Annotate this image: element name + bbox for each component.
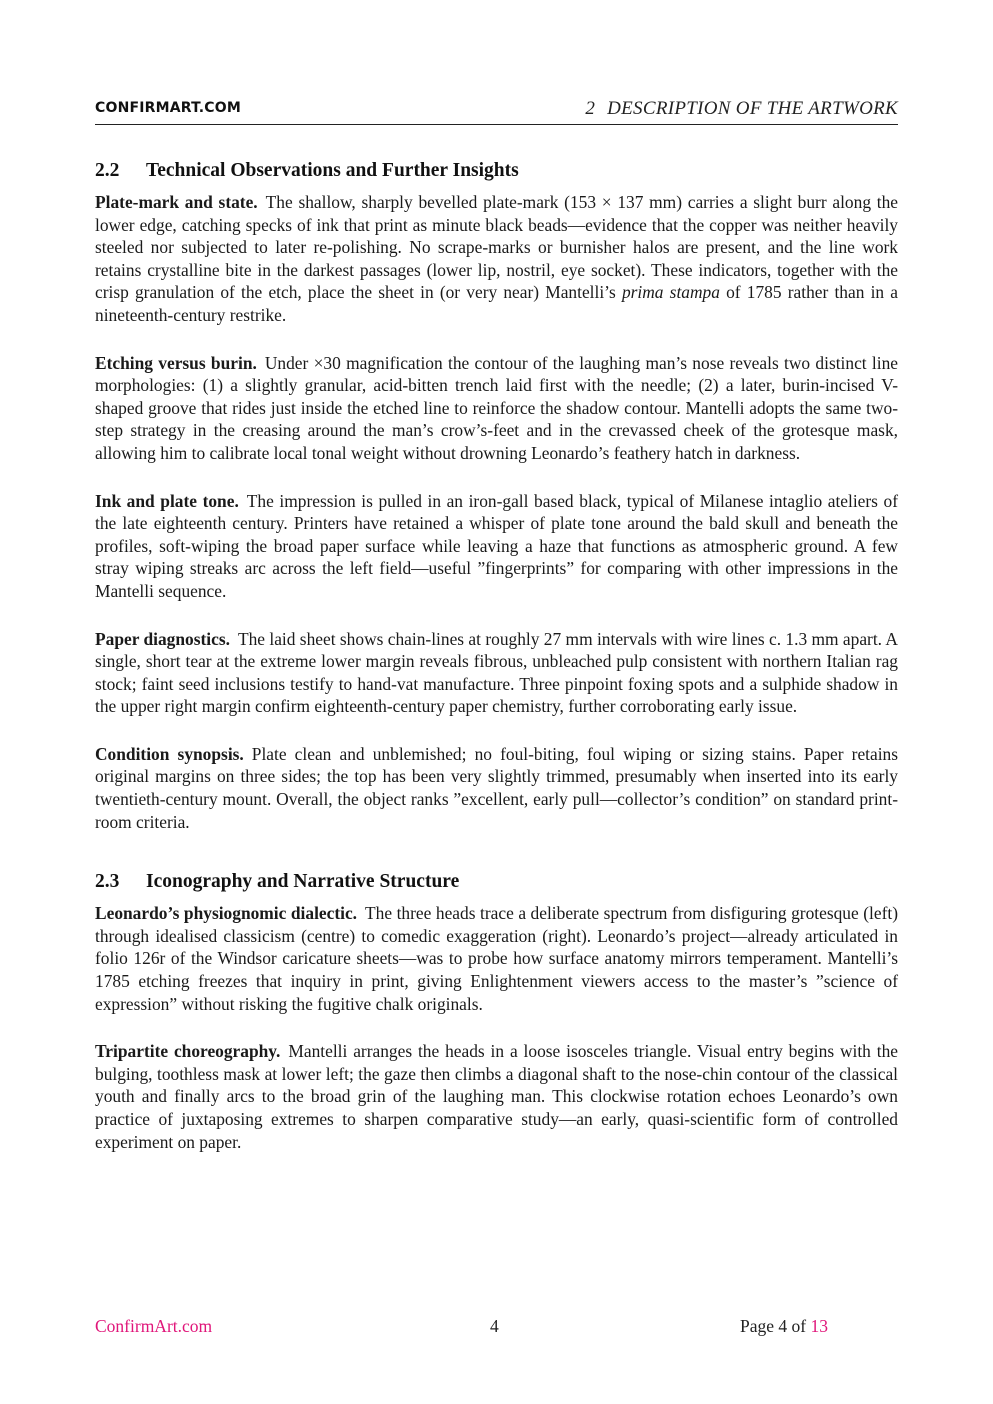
section-title: Iconography and Narrative Structure <box>146 871 460 893</box>
paragraph-lead: Etching versus burin. <box>95 352 257 373</box>
paragraph-ink-plate-tone <box>95 490 898 603</box>
paragraph-text: The laid sheet shows chain-lines at roughly 27 mm intervals with wire lines c. 1.3 mm apart. A single, short tear at the extreme lower margin reveals fibrous, unbleached pulp consistent with northern Italian rag stock; faint seed inclusions testify to hand-vat manufacture. Three pinpoint foxing spots and a sulphide shadow in the upper right margin confirm eighteenth-century paper chemistry, further corroborating early issue. <box>95 628 898 717</box>
paragraph-lead: Ink and plate tone. <box>95 490 239 511</box>
footer-page-indicator <box>740 1316 828 1337</box>
section-technical-observations <box>95 160 898 833</box>
running-head <box>585 98 898 120</box>
running-head-section-number: 2 <box>585 98 596 119</box>
paragraph-tripartite-choreography <box>95 1040 898 1153</box>
paragraph-lead: Leonardo’s physiognomic dialectic. <box>95 903 358 924</box>
paragraph-lead: Paper diagnostics. <box>95 628 230 649</box>
section-number: 2.3 <box>95 871 120 893</box>
paragraph-paper-diagnostics <box>95 628 898 718</box>
paragraph-text: The impression is pulled in an iron-gall based black, typical of Milanese intaglio ateliers of the late eighteenth century. Printers have retained a whisper of plate tone around the bald skull and beneath the profiles, soft-wiping the broad paper surface while leaving a haze that functions as atmospheric ground. A few stray wiping streaks arc across the left field—useful ”fingerprints” for comparing with other impressions in the Mantelli sequence. <box>95 490 898 601</box>
running-head-section-title: DESCRIPTION OF THE ARTWORK <box>607 98 898 119</box>
paragraph-text: Mantelli arranges the heads in a loose isosceles triangle. Visual entry begins with the bulging, toothless mask at lower left; the gaze then climbs a diagonal shaft to the nose-chin contour of the classical youth and finally arcs to the broad grin of the laughing man. This clockwise rotation echoes Leonardo’s own practice of juxtaposing extremes to sharpen comparative study—an early, quasi-scientific form of controlled experiment on paper. <box>95 1041 899 1152</box>
footer-page-prefix: Page 4 of <box>740 1316 807 1336</box>
paragraph-text-end: of 1785 rather than in a nineteenth-century restrike. <box>95 282 898 325</box>
page-header <box>95 98 898 125</box>
paragraph-lead: Plate-mark and state. <box>95 192 258 212</box>
section-number: 2.2 <box>95 160 120 181</box>
footer-page-total-link[interactable]: 13 <box>810 1316 828 1336</box>
footer-site-link[interactable]: ConfirmArt.com <box>95 1316 213 1336</box>
paragraph-lead: Tripartite choreography. <box>95 1041 281 1062</box>
paragraph-text: The shallow, sharply bevelled plate-mark (153 × 137 mm) carries a slight burr along the lower edge, catching specks of ink that print as minute black beads—evidence that the copper was neither heavily steeled nor subjected to later re-polishing. No scrape-marks or burnisher halos are present, and the line work retains crystalline bite in the darkest passages (lower lip, nostril, eye socket). These indicators, together with the crisp granulation of the etch, place the sheet in (or very near) Mantelli’s <box>95 192 899 303</box>
paragraph-physiognomic-dialectic <box>95 902 898 1015</box>
main-content <box>95 160 898 1178</box>
paragraph-text: Under ×30 magnification the contour of the laughing man’s nose reveals two distinct line morphologies: (1) a slightly granular, acid-bitten trench laid first with the needle; (2) a later, burin-incised V-shaped groove that rides just inside the etched line to reinforce the shadow contour. Mantelli adopts the same two-step strategy in the creasing around the man’s crow’s-feet and in the crevassed cheek of the grotesque mask, allowing him to calibrate local tonal weight without drowning Leonardo’s feathery hatch in darkness. <box>95 352 898 463</box>
section-heading <box>95 160 898 182</box>
paragraph-plate-mark <box>95 191 898 327</box>
section-iconography <box>95 871 898 1153</box>
confirmart-logo: CONFIRMART.COM <box>95 100 242 116</box>
paragraph-lead: Condition synopsis. <box>95 743 244 764</box>
footer-page-number: 4 <box>490 1316 499 1336</box>
paragraph-text: Plate clean and unblemished; no foul-biting, foul wiping or sizing stains. Paper retains original margins on three sides; the top has been very slightly trimmed, presumably when inserted into its early twentieth-century mount. Overall, the object ranks ”excellent, early pull—collector’s condition” on standard print-room criteria. <box>95 743 899 832</box>
paragraph-text: The three heads trace a deliberate spectrum from disfiguring grotesque (left) through idealised classicism (centre) to comedic exaggeration (right). Leonardo’s project—already articulated in folio 126r of the Windsor caricature sheets—was to probe how surface anatomy mirrors temperament. Mantelli’s 1785 etching freezes that inquiry in print, giving Enlightenment viewers access to the master’s ”science of expression” without risking the fugitive chalk originals. <box>95 903 898 1014</box>
paragraph-italic: prima stampa <box>621 282 720 303</box>
section-heading <box>95 871 898 893</box>
page-footer <box>95 1316 898 1338</box>
paragraph-etching-burin <box>95 352 898 465</box>
section-title: Technical Observations and Further Insights <box>146 160 519 181</box>
paragraph-condition-synopsis <box>95 743 898 833</box>
